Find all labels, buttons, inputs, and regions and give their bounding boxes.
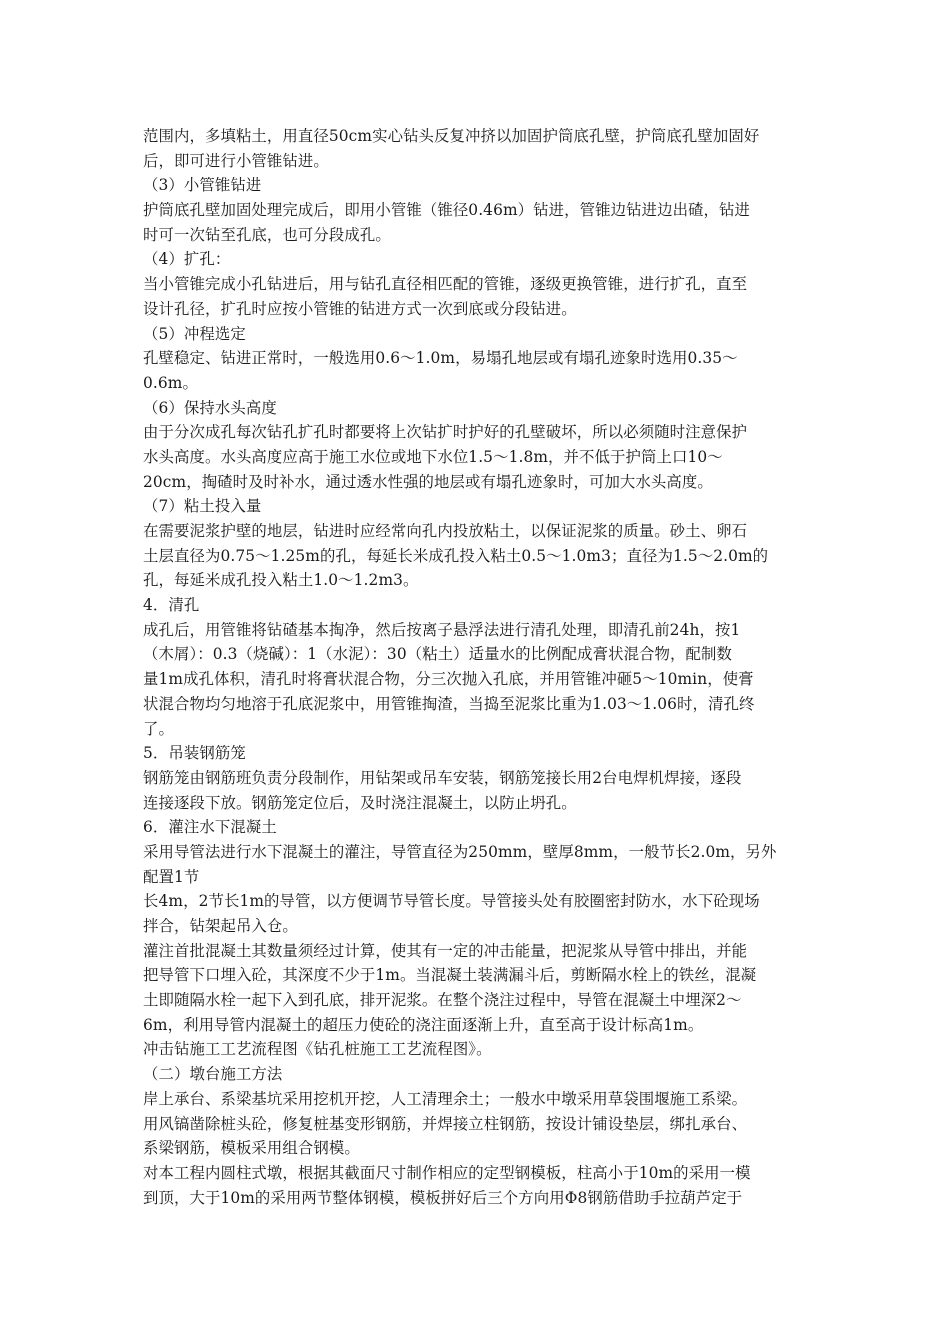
text-line: 长4m，2节长1m的导管，以方便调节导管长度。导管接头处有胶圈密封防水，水下砼现场 [143,892,760,911]
text-line: 量1m成孔体积，清孔时将膏状混合物，分三次抛入孔底，并用管锥冲砸5～10min，使膏 [143,670,754,689]
text-line: 当小管锥完成小孔钻进后，用与钻孔直径相匹配的管锥，逐级更换管锥，进行扩孔，直至 [143,275,748,294]
text-line: 冲击钻施工工艺流程图《钻孔桩施工工艺流程图》。 [143,1040,492,1059]
text-line: 6．灌注水下混凝土 [143,818,277,837]
text-line: 在需要泥浆护壁的地层，钻进时应经常向孔内投放粘土，以保证泥浆的质量。砂土、卵石 [143,522,748,540]
text-line: 到顶，大于10m的采用两节整体钢模，模板拼好后三个方向用Φ8钢筋借助手拉葫芦定于 [143,1188,743,1207]
text-line: （3）小管锥钻进 [143,176,262,195]
text-line: 成孔后，用管锥将钻碴基本掏净，然后按离子悬浮法进行清孔处理，即清孔前24h，按1 [143,620,741,639]
text-line: （7）粘土投入量 [143,497,262,516]
text-line: 对本工程内圆柱式墩，根据其截面尺寸制作相应的定型钢模板，柱高小于10m的采用一模 [143,1163,751,1182]
text-line: 范围内，多填粘土，用直径50cm实心钻头反复冲挤以加固护筒底孔壁，护筒底孔壁加固好 [143,127,760,145]
text-line: 灌注首批混凝土其数量须经过计算，使其有一定的冲击能量，把泥浆从导管中排出，并能 [143,941,748,960]
text-line: （木屑）：0.3（烧碱）：1（水泥）：30（粘土）适量水的比例配成膏状混合物，配制数 [143,645,733,664]
text-line: 4．清孔 [143,596,200,615]
text-line: 5．吊装钢筋笼 [143,744,246,763]
text-line: 0.6m。 [143,373,198,392]
text-line: 采用导管法进行水下混凝土的灌注，导管直径为250mm，壁厚8mm，一般节长2.0m，另外 [143,842,777,861]
text-line: 了。 [143,719,174,738]
text-line: （6）保持水头高度 [143,398,277,417]
text-line: 连接逐段下放。钢筋笼定位后，及时浇注混凝土，以防止坍孔。 [143,793,577,812]
text-line: 时可一次钻至孔底，也可分段成孔。 [143,225,391,244]
text-line: 土即随隔水栓一起下入到孔底，排开泥浆。在整个浇注过程中，导管在混凝土中埋深2～ [143,991,742,1010]
document-body [143,124,815,1210]
text-line: 钢筋笼由钢筋班负责分段制作，用钻架或吊车安装，钢筋笼接长用2台电焊机焊接，逐段 [143,768,742,787]
text-line: 后，即可进行小管锥钻进。 [143,151,329,170]
text-line: 由于分次成孔每次钻孔扩孔时都要将上次钻扩时护好的孔壁破坏，所以必须随时注意保护 [143,423,748,442]
text-line: 设计孔径，扩孔时应按小管锥的钻进方式一次到底或分段钻进。 [143,299,577,318]
text-line: 20cm，掏碴时及时补水，通过透水性强的地层或有塌孔迹象时，可加大水头高度。 [143,472,713,491]
text-line: 护筒底孔壁加固处理完成后，即用小管锥（锥径0.46m）钻进，管锥边钻进边出碴，钻进 [143,201,751,220]
text-line: （5）冲程选定 [143,324,246,343]
text-line: 孔，每延米成孔投入粘土1.0～1.2m3。 [143,571,419,590]
text-line: 配置1节 [143,867,200,886]
text-line: 系梁钢筋，模板采用组合钢模。 [143,1139,360,1158]
text-line: 把导管下口埋入砼，其深度不少于1m。当混凝土装满漏斗后，剪断隔水栓上的铁丝，混凝 [143,966,757,985]
text-line: 孔壁稳定、钻进正常时，一般选用0.6～1.0m，易塌孔地层或有塌孔迹象时选用0.35～ [143,349,738,368]
text-line: 拌合，钻架起吊入仓。 [143,917,298,935]
text-line: 状混合物均匀地溶于孔底泥浆中，用管锥掏渣，当捣至泥浆比重为1.03～1.06时，清孔终 [143,694,755,713]
text-line: （二）墩台施工方法 [143,1065,283,1084]
text-line: 水头高度。水头高度应高于施工水位或地下水位1.5～1.8m，并不低于护筒上口10～ [143,447,723,466]
text-line: 岸上承台、系梁基坑采用挖机开挖，人工清理余土；一般水中墩采用草袋围堰施工系梁。 [143,1089,748,1108]
text-line: 6m，利用导管内混凝土的超压力使砼的浇注面逐渐上升，直至高于设计标高1m。 [143,1015,704,1034]
text-line: （4）扩孔： [143,250,231,269]
text-line: 用风镐凿除桩头砼，修复桩基变形钢筋，并焊接立柱钢筋，按设计铺设垫层，绑扎承台、 [143,1114,748,1133]
text-line: 土层直径为0.75～1.25m的孔，每延长米成孔投入粘土0.5～1.0m3；直径为1.5～2.0m的 [143,546,769,565]
